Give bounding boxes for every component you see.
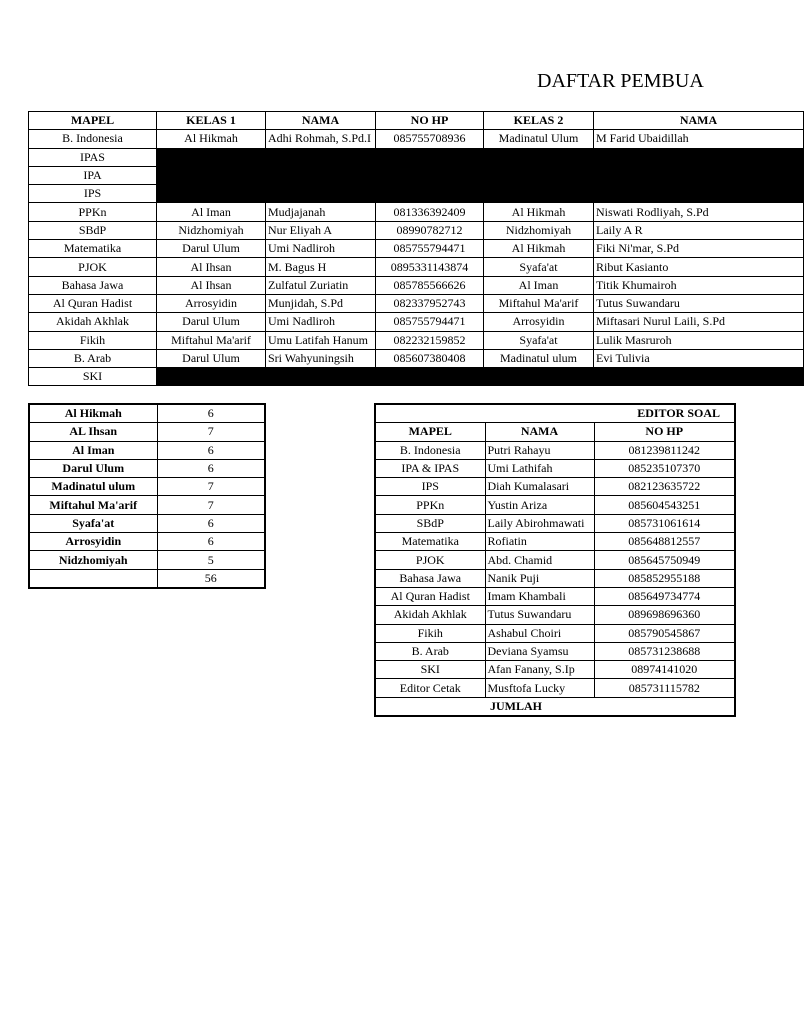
cell-nama2: Lulik Masruroh bbox=[594, 331, 804, 349]
cell-hp1: 085755708936 bbox=[376, 130, 484, 148]
cell-kelas1: Al Hikmah bbox=[157, 130, 266, 148]
cell-hp1 bbox=[376, 166, 484, 184]
cell-hp1: 085785566626 bbox=[376, 276, 484, 294]
cell-mapel: Matematika bbox=[375, 533, 485, 551]
cell-nama2 bbox=[594, 368, 804, 386]
table-row bbox=[29, 258, 804, 276]
class-count-body bbox=[29, 404, 265, 588]
cell-mapel: B. Arab bbox=[29, 349, 157, 367]
editor-table-body bbox=[375, 404, 735, 716]
cell-nama2: Ribut Kasianto bbox=[594, 258, 804, 276]
cell-mapel: IPS bbox=[375, 478, 485, 496]
editor-title-row bbox=[375, 404, 735, 423]
table-row bbox=[375, 642, 735, 660]
cell-nama2: Miftasari Nurul Laili, S.Pd bbox=[594, 313, 804, 331]
main-header-row bbox=[29, 112, 804, 130]
cell-hp1 bbox=[376, 148, 484, 166]
editor-footer: JUMLAH bbox=[375, 697, 735, 716]
cell-mapel: Fikih bbox=[29, 331, 157, 349]
table-row bbox=[375, 606, 735, 624]
cell-nama2: Fiki Ni'mar, S.Pd bbox=[594, 240, 804, 258]
cell-mapel: Bahasa Jawa bbox=[375, 569, 485, 587]
cell-class-name: Arrosyidin bbox=[29, 533, 157, 551]
cell-class-name: AL Ihsan bbox=[29, 423, 157, 441]
cell-mapel: IPAS bbox=[29, 148, 157, 166]
table-row bbox=[29, 349, 804, 367]
header-nama1: NAMA bbox=[266, 112, 376, 130]
cell-hp1: 0895331143874 bbox=[376, 258, 484, 276]
editor-footer-row bbox=[375, 697, 735, 716]
cell-class-count: 7 bbox=[157, 423, 265, 441]
cell-total-value: 56 bbox=[157, 569, 265, 588]
cell-nama: Ashabul Choiri bbox=[485, 624, 594, 642]
cell-class-name: Miftahul Ma'arif bbox=[29, 496, 157, 514]
cell-mapel: B. Arab bbox=[375, 642, 485, 660]
cell-mapel: Al Quran Hadist bbox=[29, 294, 157, 312]
cell-nohp: 085731115782 bbox=[594, 679, 735, 697]
cell-class-name: Al Iman bbox=[29, 441, 157, 459]
cell-class-count: 6 bbox=[157, 533, 265, 551]
cell-nama1 bbox=[266, 368, 376, 386]
cell-class-name: Nidzhomiyah bbox=[29, 551, 157, 569]
cell-hp1: 085755794471 bbox=[376, 240, 484, 258]
cell-mapel: Bahasa Jawa bbox=[29, 276, 157, 294]
cell-kelas1: Al Iman bbox=[157, 203, 266, 221]
cell-kelas1: Darul Ulum bbox=[157, 240, 266, 258]
table-row bbox=[29, 240, 804, 258]
header-mapel: MAPEL bbox=[29, 112, 157, 130]
table-row bbox=[375, 551, 735, 569]
cell-kelas1 bbox=[157, 185, 266, 203]
table-row bbox=[29, 478, 265, 496]
cell-hp1: 081336392409 bbox=[376, 203, 484, 221]
cell-nama: Afan Fanany, S.Ip bbox=[485, 661, 594, 679]
cell-nama: Umi Lathifah bbox=[485, 459, 594, 477]
cell-mapel: Fikih bbox=[375, 624, 485, 642]
cell-nohp: 081239811242 bbox=[594, 441, 735, 459]
cell-nama2: Tutus Suwandaru bbox=[594, 294, 804, 312]
editor-title: EDITOR SOAL bbox=[375, 404, 735, 423]
table-row bbox=[29, 368, 804, 386]
cell-nama: Diah Kumalasari bbox=[485, 478, 594, 496]
cell-nama: Laily Abirohmawati bbox=[485, 514, 594, 532]
cell-class-count: 6 bbox=[157, 459, 265, 477]
cell-nohp: 085852955188 bbox=[594, 569, 735, 587]
cell-nama1: Zulfatul Zuriatin bbox=[266, 276, 376, 294]
cell-kelas2: Syafa'at bbox=[484, 258, 594, 276]
table-row bbox=[375, 441, 735, 459]
table-row bbox=[29, 313, 804, 331]
cell-mapel: IPS bbox=[29, 185, 157, 203]
cell-hp1: 085607380408 bbox=[376, 349, 484, 367]
table-row bbox=[29, 148, 804, 166]
cell-nohp: 08974141020 bbox=[594, 661, 735, 679]
table-row bbox=[375, 587, 735, 605]
cell-total-label bbox=[29, 569, 157, 588]
total-row bbox=[29, 569, 265, 588]
table-row bbox=[29, 166, 804, 184]
cell-nohp: 089698696360 bbox=[594, 606, 735, 624]
cell-nama2: M Farid Ubaidillah bbox=[594, 130, 804, 148]
cell-nama: Rofiatin bbox=[485, 533, 594, 551]
cell-nama1: Umu Latifah Hanum bbox=[266, 331, 376, 349]
cell-nama1: Umi Nadliroh bbox=[266, 313, 376, 331]
table-row bbox=[375, 459, 735, 477]
cell-nohp: 085731061614 bbox=[594, 514, 735, 532]
editor-header-nohp: NO HP bbox=[594, 423, 735, 441]
cell-nohp: 085731238688 bbox=[594, 642, 735, 660]
cell-kelas1: Arrosyidin bbox=[157, 294, 266, 312]
cell-kelas2: Al Iman bbox=[484, 276, 594, 294]
cell-class-count: 7 bbox=[157, 496, 265, 514]
editor-table-container bbox=[374, 403, 721, 719]
cell-nohp: 082123635722 bbox=[594, 478, 735, 496]
cell-kelas2: Al Hikmah bbox=[484, 203, 594, 221]
cell-kelas2: Madinatul ulum bbox=[484, 349, 594, 367]
cell-nohp: 085235107370 bbox=[594, 459, 735, 477]
table-row bbox=[29, 533, 265, 551]
cell-nama: Abd. Chamid bbox=[485, 551, 594, 569]
cell-mapel: B. Indonesia bbox=[29, 130, 157, 148]
cell-kelas1: Darul Ulum bbox=[157, 349, 266, 367]
cell-nama: Nanik Puji bbox=[485, 569, 594, 587]
cell-nama2: Evi Tulivia bbox=[594, 349, 804, 367]
cell-nama1: Umi Nadliroh bbox=[266, 240, 376, 258]
page-title: DAFTAR PEMBUA bbox=[537, 70, 704, 92]
cell-mapel: PJOK bbox=[29, 258, 157, 276]
cell-kelas2: Arrosyidin bbox=[484, 313, 594, 331]
cell-class-count: 6 bbox=[157, 514, 265, 532]
main-table-body bbox=[29, 130, 804, 386]
table-row bbox=[375, 661, 735, 679]
cell-nohp: 085645750949 bbox=[594, 551, 735, 569]
cell-kelas1: Al Ihsan bbox=[157, 258, 266, 276]
cell-nohp: 085649734774 bbox=[594, 587, 735, 605]
table-row bbox=[29, 185, 804, 203]
cell-mapel: Akidah Akhlak bbox=[375, 606, 485, 624]
cell-kelas2 bbox=[484, 368, 594, 386]
cell-mapel: Akidah Akhlak bbox=[29, 313, 157, 331]
table-row bbox=[375, 679, 735, 697]
cell-mapel: B. Indonesia bbox=[375, 441, 485, 459]
header-nohp: NO HP bbox=[376, 112, 484, 130]
cell-mapel: SKI bbox=[29, 368, 157, 386]
cell-kelas1 bbox=[157, 368, 266, 386]
table-row bbox=[375, 496, 735, 514]
table-row bbox=[375, 624, 735, 642]
cell-nohp: 085648812557 bbox=[594, 533, 735, 551]
cell-nama2 bbox=[594, 166, 804, 184]
cell-hp1: 082337952743 bbox=[376, 294, 484, 312]
cell-hp1: 085755794471 bbox=[376, 313, 484, 331]
table-row bbox=[375, 514, 735, 532]
main-table bbox=[28, 111, 804, 386]
table-row bbox=[29, 130, 804, 148]
cell-nama: Yustin Ariza bbox=[485, 496, 594, 514]
table-row bbox=[29, 441, 265, 459]
cell-kelas2 bbox=[484, 185, 594, 203]
cell-nama1: Adhi Rohmah, S.Pd.I bbox=[266, 130, 376, 148]
cell-kelas2: Miftahul Ma'arif bbox=[484, 294, 594, 312]
cell-nama1 bbox=[266, 185, 376, 203]
cell-kelas1: Nidzhomiyah bbox=[157, 221, 266, 239]
cell-nama: Imam Khambali bbox=[485, 587, 594, 605]
editor-table bbox=[374, 403, 736, 717]
cell-nama2: Titik Khumairoh bbox=[594, 276, 804, 294]
cell-nohp: 085790545867 bbox=[594, 624, 735, 642]
cell-kelas1: Miftahul Ma'arif bbox=[157, 331, 266, 349]
header-nama2: NAMA bbox=[594, 112, 804, 130]
cell-class-name: Syafa'at bbox=[29, 514, 157, 532]
cell-nama2: Laily A R bbox=[594, 221, 804, 239]
table-row bbox=[29, 203, 804, 221]
cell-nama1 bbox=[266, 166, 376, 184]
table-row bbox=[375, 569, 735, 587]
cell-nama: Tutus Suwandaru bbox=[485, 606, 594, 624]
main-table-container bbox=[28, 111, 725, 389]
table-row bbox=[29, 514, 265, 532]
cell-kelas1 bbox=[157, 166, 266, 184]
table-row bbox=[375, 478, 735, 496]
cell-nama1: Sri Wahyuningsih bbox=[266, 349, 376, 367]
cell-kelas1: Al Ihsan bbox=[157, 276, 266, 294]
cell-class-count: 5 bbox=[157, 551, 265, 569]
cell-kelas1: Darul Ulum bbox=[157, 313, 266, 331]
cell-nama: Deviana Syamsu bbox=[485, 642, 594, 660]
cell-nama1 bbox=[266, 148, 376, 166]
editor-header-nama: NAMA bbox=[485, 423, 594, 441]
cell-mapel: PJOK bbox=[375, 551, 485, 569]
cell-kelas2: Syafa'at bbox=[484, 331, 594, 349]
table-row bbox=[29, 404, 265, 423]
cell-nama1: Munjidah, S.Pd bbox=[266, 294, 376, 312]
cell-class-count: 7 bbox=[157, 478, 265, 496]
cell-nama1: Mudjajanah bbox=[266, 203, 376, 221]
table-row bbox=[29, 551, 265, 569]
table-row bbox=[29, 221, 804, 239]
cell-class-name: Al Hikmah bbox=[29, 404, 157, 423]
header-kelas1: KELAS 1 bbox=[157, 112, 266, 130]
cell-kelas2 bbox=[484, 148, 594, 166]
cell-mapel: IPA & IPAS bbox=[375, 459, 485, 477]
cell-kelas2 bbox=[484, 166, 594, 184]
table-row bbox=[375, 533, 735, 551]
cell-mapel: Matematika bbox=[29, 240, 157, 258]
cell-nama2: Niswati Rodliyah, S.Pd bbox=[594, 203, 804, 221]
cell-mapel: PPKn bbox=[29, 203, 157, 221]
cell-kelas2: Nidzhomiyah bbox=[484, 221, 594, 239]
table-row bbox=[29, 294, 804, 312]
cell-hp1 bbox=[376, 368, 484, 386]
editor-header-mapel: MAPEL bbox=[375, 423, 485, 441]
cell-nohp: 085604543251 bbox=[594, 496, 735, 514]
cell-kelas1 bbox=[157, 148, 266, 166]
cell-nama1: M. Bagus H bbox=[266, 258, 376, 276]
cell-hp1: 082232159852 bbox=[376, 331, 484, 349]
cell-class-count: 6 bbox=[157, 404, 265, 423]
cell-hp1 bbox=[376, 185, 484, 203]
table-row bbox=[29, 459, 265, 477]
cell-class-name: Madinatul ulum bbox=[29, 478, 157, 496]
cell-mapel: SBdP bbox=[29, 221, 157, 239]
cell-mapel: Editor Cetak bbox=[375, 679, 485, 697]
cell-nama2 bbox=[594, 148, 804, 166]
class-count-container bbox=[28, 403, 266, 589]
table-row bbox=[29, 331, 804, 349]
cell-mapel: SKI bbox=[375, 661, 485, 679]
cell-hp1: 08990782712 bbox=[376, 221, 484, 239]
cell-nama: Musftofa Lucky bbox=[485, 679, 594, 697]
cell-class-count: 6 bbox=[157, 441, 265, 459]
class-count-table bbox=[28, 403, 266, 589]
editor-header-row bbox=[375, 423, 735, 441]
cell-nama1: Nur Eliyah A bbox=[266, 221, 376, 239]
cell-mapel: Al Quran Hadist bbox=[375, 587, 485, 605]
table-row bbox=[29, 276, 804, 294]
cell-mapel: SBdP bbox=[375, 514, 485, 532]
cell-nama2 bbox=[594, 185, 804, 203]
table-row bbox=[29, 496, 265, 514]
cell-kelas2: Madinatul Ulum bbox=[484, 130, 594, 148]
header-kelas2: KELAS 2 bbox=[484, 112, 594, 130]
cell-mapel: IPA bbox=[29, 166, 157, 184]
cell-nama: Putri Rahayu bbox=[485, 441, 594, 459]
cell-class-name: Darul Ulum bbox=[29, 459, 157, 477]
table-row bbox=[29, 423, 265, 441]
cell-kelas2: Al Hikmah bbox=[484, 240, 594, 258]
cell-mapel: PPKn bbox=[375, 496, 485, 514]
